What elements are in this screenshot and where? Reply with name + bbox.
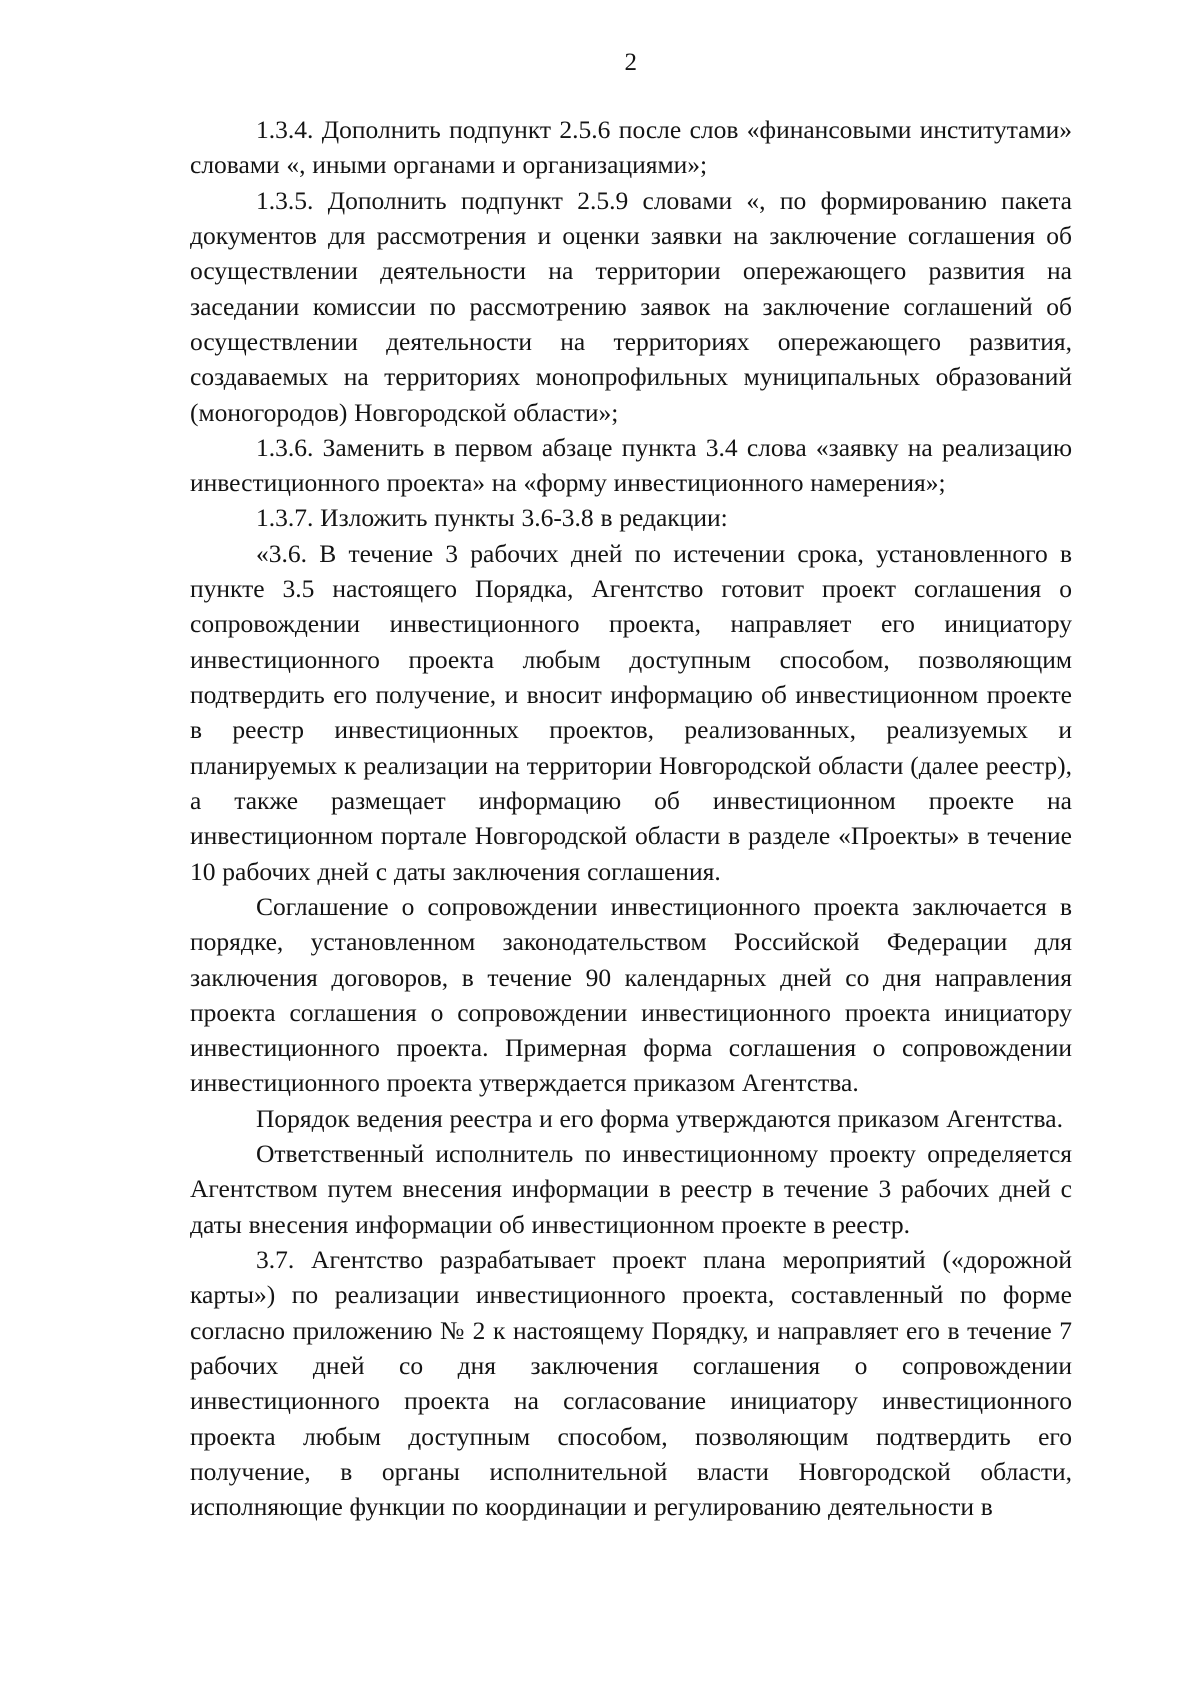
paragraph: 3.7. Агентство разрабатывает проект плана мероприятий («дорожной карты») по реализации инвестиционного проекта, составленный по форме согласно приложению № 2 к настоящему Порядку, и направляет его в течение 7 рабочих дней со дня заключения соглашения о сопровождении инвестиционного проекта на согласование инициатору инвестиционного проекта любым доступным способом, позволяющим подтвердить его получение, в органы исполнительной власти Новгородской области, исполняющие функции по координации и регулированию деятельности в — [190, 1245, 1072, 1522]
page-number: 2 — [624, 49, 638, 76]
paragraph: Соглашение о сопровождении инвестиционного проекта заключается в порядке, установленном законодательством Российской Федерации для заключения договоров, в течение 90 календарных дней со дня направления проекта соглашения о сопровождении инвестиционного проекта инициатору инвестиционного проекта. Примерная форма соглашения о сопровождении инвестиционного проекта утверждается приказом Агентства. — [190, 891, 1072, 1098]
paragraph: 1.3.6. Заменить в первом абзаце пункта 3.4 слова «заявку на реализацию инвестиционного проекта» на «форму инвестиционного намерения»; — [190, 432, 1072, 498]
paragraph: Порядок ведения реестра и его форма утверждаются приказом Агентства. — [256, 1103, 1063, 1133]
paragraph: Ответственный исполнитель по инвестиционному проекту определяется Агентством путем внесения информации в реестр в течение 3 рабочих дней с даты внесения информации об инвестиционном проекте в реестр. — [190, 1139, 1072, 1239]
paragraph: 1.3.4. Дополнить подпункт 2.5.6 после слов «финансовыми институтами» словами «, иными органами и организациями»; — [190, 115, 1072, 180]
paragraph: 1.3.7. Изложить пункты 3.6-3.8 в редакции: — [256, 503, 728, 533]
paragraph: 1.3.5. Дополнить подпункт 2.5.9 словами «, по формированию пакета документов для рассмотрения и оценки заявки на заключение соглашения об осуществлении деятельности на территории опережающего развития на заседании комиссии по рассмотрению заявок на заключение соглашений об осуществлении деятельности на территориях опережающего развития, создаваемых на территориях монопрофильных муниципальных образований (моногородов) Новгородской области»; — [190, 185, 1072, 427]
paragraph: «3.6. В течение 3 рабочих дней по истечении срока, установленного в пункте 3.5 настоящего Порядка, Агентство готовит проект соглашения о сопровождении инвестиционного проекта, направляет его инициатору инвестиционного проекта любым доступным способом, позволяющим подтвердить его получение, и вносит информацию об инвестиционном проекте в реестр инвестиционных проектов, реализованных, реализуемых и планируемых к реализации на территории Новгородской области (далее реестр), а также размещает информацию об инвестиционном проекте на инвестиционном портале Новгородской области в разделе «Проекты» в течение 10 рабочих дней с даты заключения соглашения. — [190, 538, 1072, 886]
document-body — [190, 112, 1072, 1525]
